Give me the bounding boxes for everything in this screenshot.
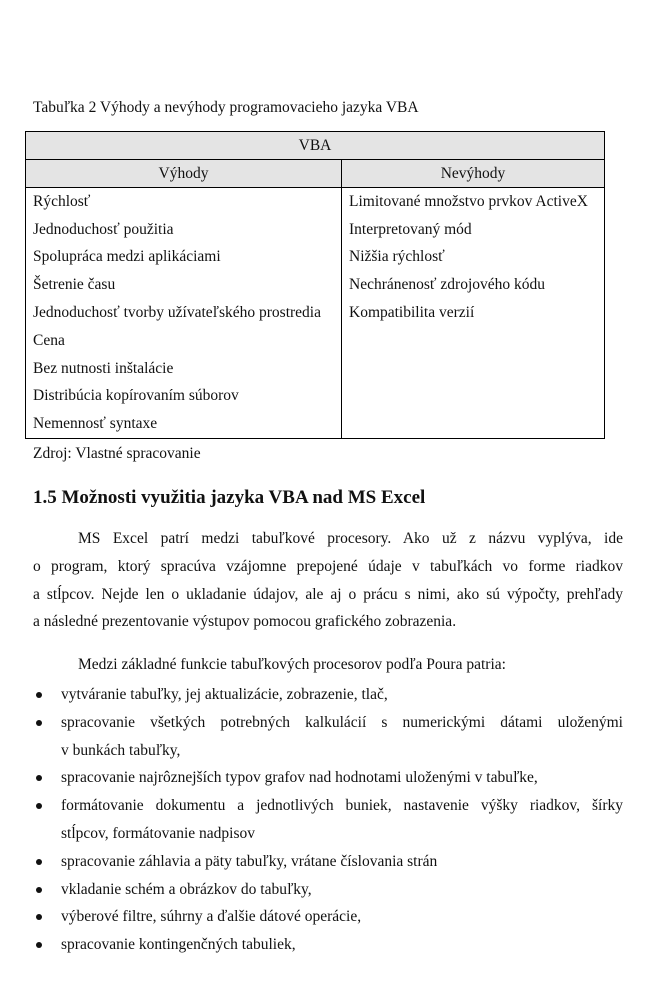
list-item-text: vytváranie tabuľky, jej aktualizácie, zobrazenie, tlač, bbox=[61, 686, 388, 703]
list-item bbox=[0, 931, 623, 959]
disadvantage-cell bbox=[342, 355, 605, 383]
disadvantage-cell bbox=[342, 327, 605, 355]
bullet-icon bbox=[36, 692, 42, 698]
disadvantage-cell bbox=[342, 383, 605, 411]
section-heading: 1.5 Možnosti využitia jazyka VBA nad MS Excel bbox=[33, 487, 426, 508]
table-row bbox=[26, 410, 605, 438]
disadvantage-cell: Kompatibilita verzií bbox=[342, 299, 605, 327]
table-row bbox=[26, 271, 605, 299]
advantage-cell: Distribúcia kopírovaním súborov bbox=[26, 383, 342, 411]
table-row bbox=[26, 327, 605, 355]
table-title: VBA bbox=[26, 132, 605, 160]
bullet-icon bbox=[36, 887, 42, 893]
bullet-icon bbox=[36, 720, 42, 726]
disadvantage-cell: Nižšia rýchlosť bbox=[342, 244, 605, 272]
table-row bbox=[26, 188, 605, 216]
column-header-disadvantages: Nevýhody bbox=[342, 160, 605, 188]
list-item-text: v bunkách tabuľky, bbox=[61, 741, 181, 759]
paragraph-line: o program, ktorý spracúva vzájomne prepojené údaje v tabuľkách vo forme riadkov bbox=[33, 557, 623, 575]
list-item bbox=[0, 848, 623, 876]
bullet-icon bbox=[36, 942, 42, 948]
table-row bbox=[26, 383, 605, 411]
disadvantage-cell: Limitované množstvo prvkov ActiveX bbox=[342, 188, 605, 216]
table-caption: Tabuľka 2 Výhody a nevýhody programovacieho jazyka VBA bbox=[33, 99, 419, 116]
functions-intro: Medzi základné funkcie tabuľkových procesorov podľa Poura patria: bbox=[78, 656, 506, 673]
list-item-text: spracovanie kontingenčných tabuliek, bbox=[61, 936, 296, 954]
disadvantage-cell: Nechránenosť zdrojového kódu bbox=[342, 271, 605, 299]
advantage-cell: Bez nutnosti inštalácie bbox=[26, 355, 342, 383]
list-item-text: stĺpcov, formátovanie nadpisov bbox=[61, 824, 255, 842]
list-item bbox=[0, 764, 623, 792]
disadvantage-cell bbox=[342, 410, 605, 438]
paragraph-line: a následné prezentovanie výstupov pomocou grafického zobrazenia. bbox=[33, 613, 457, 631]
advantage-cell: Nemennosť syntaxe bbox=[26, 410, 342, 438]
table-row bbox=[26, 299, 605, 327]
table-row bbox=[26, 355, 605, 383]
list-item bbox=[0, 792, 623, 848]
table-body bbox=[26, 188, 605, 439]
column-header-advantages: Výhody bbox=[26, 160, 342, 188]
list-item-text: výberové filtre, súhrny a ďalšie dátové operácie, bbox=[61, 908, 362, 926]
bullet-icon bbox=[36, 914, 42, 920]
list-item-text: spracovanie všetkých potrebných kalkulácií s numerickými dátami uloženými bbox=[61, 713, 623, 731]
list-item-text: formátovanie dokumentu a jednotlivých buniek, nastavenie výšky riadkov, šírky bbox=[61, 797, 623, 815]
list-item bbox=[0, 709, 623, 765]
advantage-cell: Spolupráca medzi aplikáciami bbox=[26, 244, 342, 272]
table-row bbox=[26, 216, 605, 244]
list-item-text: vkladanie schém a obrázkov do tabuľky, bbox=[61, 880, 312, 898]
paragraph-line: MS Excel patrí medzi tabuľkové procesory. Ako už z názvu vyplýva, ide bbox=[78, 530, 623, 547]
paragraph-line: a stĺpcov. Nejde len o ukladanie údajov, ale aj o prácu s nimi, ako sú výpočty, prehľady bbox=[33, 585, 623, 603]
advantage-cell: Jednoduchosť tvorby užívateľského prostredia bbox=[26, 299, 342, 327]
bullet-icon bbox=[36, 859, 42, 865]
list-item bbox=[0, 903, 623, 931]
paragraph-ms-excel bbox=[33, 525, 623, 636]
advantage-cell: Cena bbox=[26, 327, 342, 355]
vba-comparison-table bbox=[25, 131, 605, 439]
disadvantage-cell: Interpretovaný mód bbox=[342, 216, 605, 244]
table-row bbox=[26, 244, 605, 272]
functions-list bbox=[0, 681, 649, 959]
advantage-cell: Jednoduchosť použitia bbox=[26, 216, 342, 244]
list-item-text: spracovanie najrôznejších typov grafov nad hodnotami uloženými v tabuľke, bbox=[61, 769, 538, 787]
list-item bbox=[0, 876, 623, 904]
bullet-icon bbox=[36, 775, 42, 781]
list-item bbox=[0, 681, 623, 709]
bullet-icon bbox=[36, 803, 42, 809]
advantage-cell: Rýchlosť bbox=[26, 188, 342, 216]
advantage-cell: Šetrenie času bbox=[26, 271, 342, 299]
table-source: Zdroj: Vlastné spracovanie bbox=[33, 445, 201, 462]
list-item-text: spracovanie záhlavia a päty tabuľky, vrátane číslovania strán bbox=[61, 852, 438, 870]
